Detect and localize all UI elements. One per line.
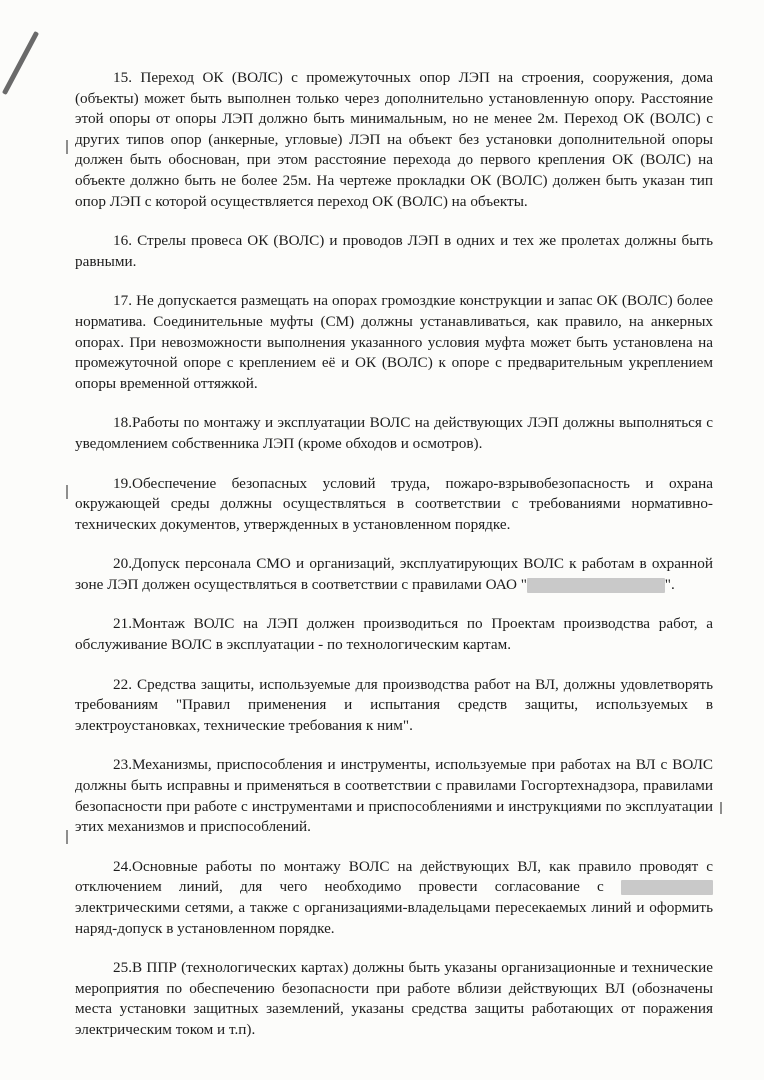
margin-mark <box>66 830 68 844</box>
paragraph-number: 19. <box>113 474 132 492</box>
paragraph-number: 20. <box>113 555 132 573</box>
paragraph-24 <box>75 857 713 939</box>
margin-mark <box>66 485 68 499</box>
redaction-box <box>621 880 713 895</box>
redaction-box <box>559 578 665 593</box>
paragraph-22 <box>75 675 713 737</box>
document-body <box>75 68 713 1060</box>
paragraph-text: Переход ОК (ВОЛС) с промежуточных опор ЛЭП на строения, сооружения, дома (объекты) может быть выполнен только через дополнительно установленную опору. Расстояние этой опоры от опоры ЛЭП должно быть минимальным, но не менее 2м. Переход ОК (ВОЛС) с других типов опор (анкерные, угловые) ЛЭП на объект без установки дополнительной опоры должен быть обоснован, при этом расстояние перехода до первого крепления ОК (ВОЛС) на объекте должно быть не более 25м. На чертеже прокладки ОК (ВОЛС) должен быть указан тип опор ЛЭП с которой осуществляется переход ОК (ВОЛС) на объекты. <box>75 69 713 210</box>
paragraph-text: Не допускается размещать на опорах громоздкие конструкции и запас ОК (ВОЛС) более норматива. Соединительные муфты (СМ) должны устанавливаться, как правило, на анкерных опорах. При невозможности выполнения указанного условия муфта может быть установлена на промежуточной опоре с креплением её и ОК (ВОЛС) к опоре с предварительным укреплением опоры временной оттяжкой. <box>75 292 713 392</box>
paragraph-text: В ППР (технологических картах) должны быть указаны организационные и технические мероприятия по обеспечению безопасности при работе вблизи действующих ВЛ (обозначены места установки защитных заземлений, указаны средства защиты работающих от поражения электрическим током и т.п). <box>75 959 713 1038</box>
paragraph-text: Работы по монтажу и эксплуатации ВОЛС на действующих ЛЭП должны выполняться с уведомлением собственника ЛЭП (кроме обходов и осмотров). <box>75 414 713 452</box>
paragraph-18 <box>75 413 713 454</box>
paragraph-text: Основные работы по монтажу ВОЛС на действующих ВЛ, как правило проводят с отключением линий, для чего необходимо провести согласование с <box>75 857 713 896</box>
scan-artifact-stroke <box>2 31 39 95</box>
paragraph-text: Средства защиты, используемые для производства работ на ВЛ, должны удовлетворять требованиям "Правил применения и испытания средств защиты, используемых в электроустановках, технические требования к ним". <box>75 675 714 734</box>
paragraph-number: 18. <box>113 414 132 432</box>
paragraph-23 <box>75 755 713 837</box>
paragraph-number: 25. <box>113 959 132 977</box>
paragraph-text-end: ". <box>664 575 675 593</box>
paragraph-number: 21. <box>113 615 132 633</box>
paragraph-15 <box>75 68 713 212</box>
paragraph-16 <box>75 231 713 272</box>
paragraph-19 <box>75 474 713 536</box>
paragraph-text: Монтаж ВОЛС на ЛЭП должен производиться по Проектам производства работ, а обслуживание ВОЛС в эксплуатации - по технологическим картам. <box>75 615 713 654</box>
paragraph-text: Механизмы, приспособления и инструменты, используемые при работах на ВЛ с ВОЛС должны быть исправны и применяться в соответствии с правилами Госгортехнадзора, правилами безопасности при работе с инструментами и приспособлениями и инструкциями по эксплуатации этих механизмов и приспособлений. <box>75 756 713 836</box>
paragraph-text: Стрелы провеса ОК (ВОЛС) и проводов ЛЭП в одних и тех же пролетах должны быть равными. <box>75 232 713 270</box>
paragraph-17 <box>75 291 713 394</box>
paragraph-text: Допуск персонала СМО и организаций, эксплуатирующих ВОЛС к работам в охранной зоне ЛЭП должен осуществляться в соответствии с правилами ОАО " <box>75 555 713 593</box>
paragraph-25 <box>75 958 713 1040</box>
paragraph-text: Обеспечение безопасных условий труда, пожаро-взрывобезопасность и охрана окружающей среды должны осуществляться в соответствии с требованиями нормативно-технических документов, утвержденных в установленном порядке. <box>75 474 713 533</box>
paragraph-number: 15. <box>113 69 141 86</box>
paragraph-number: 22. <box>113 675 137 693</box>
paragraph-text-end: электрическими сетями, а также с организациями-владельцами пересекаемых линий и оформить наряд-допуск в установленном порядке. <box>75 899 713 937</box>
margin-mark <box>720 802 722 814</box>
paragraph-number: 16. <box>113 232 138 250</box>
paragraph-number: 17. <box>113 292 137 310</box>
paragraph-21 <box>75 614 713 655</box>
margin-mark <box>66 140 68 154</box>
paragraph-number: 24. <box>113 857 132 875</box>
paragraph-20 <box>75 554 713 595</box>
paragraph-number: 23. <box>113 756 132 774</box>
